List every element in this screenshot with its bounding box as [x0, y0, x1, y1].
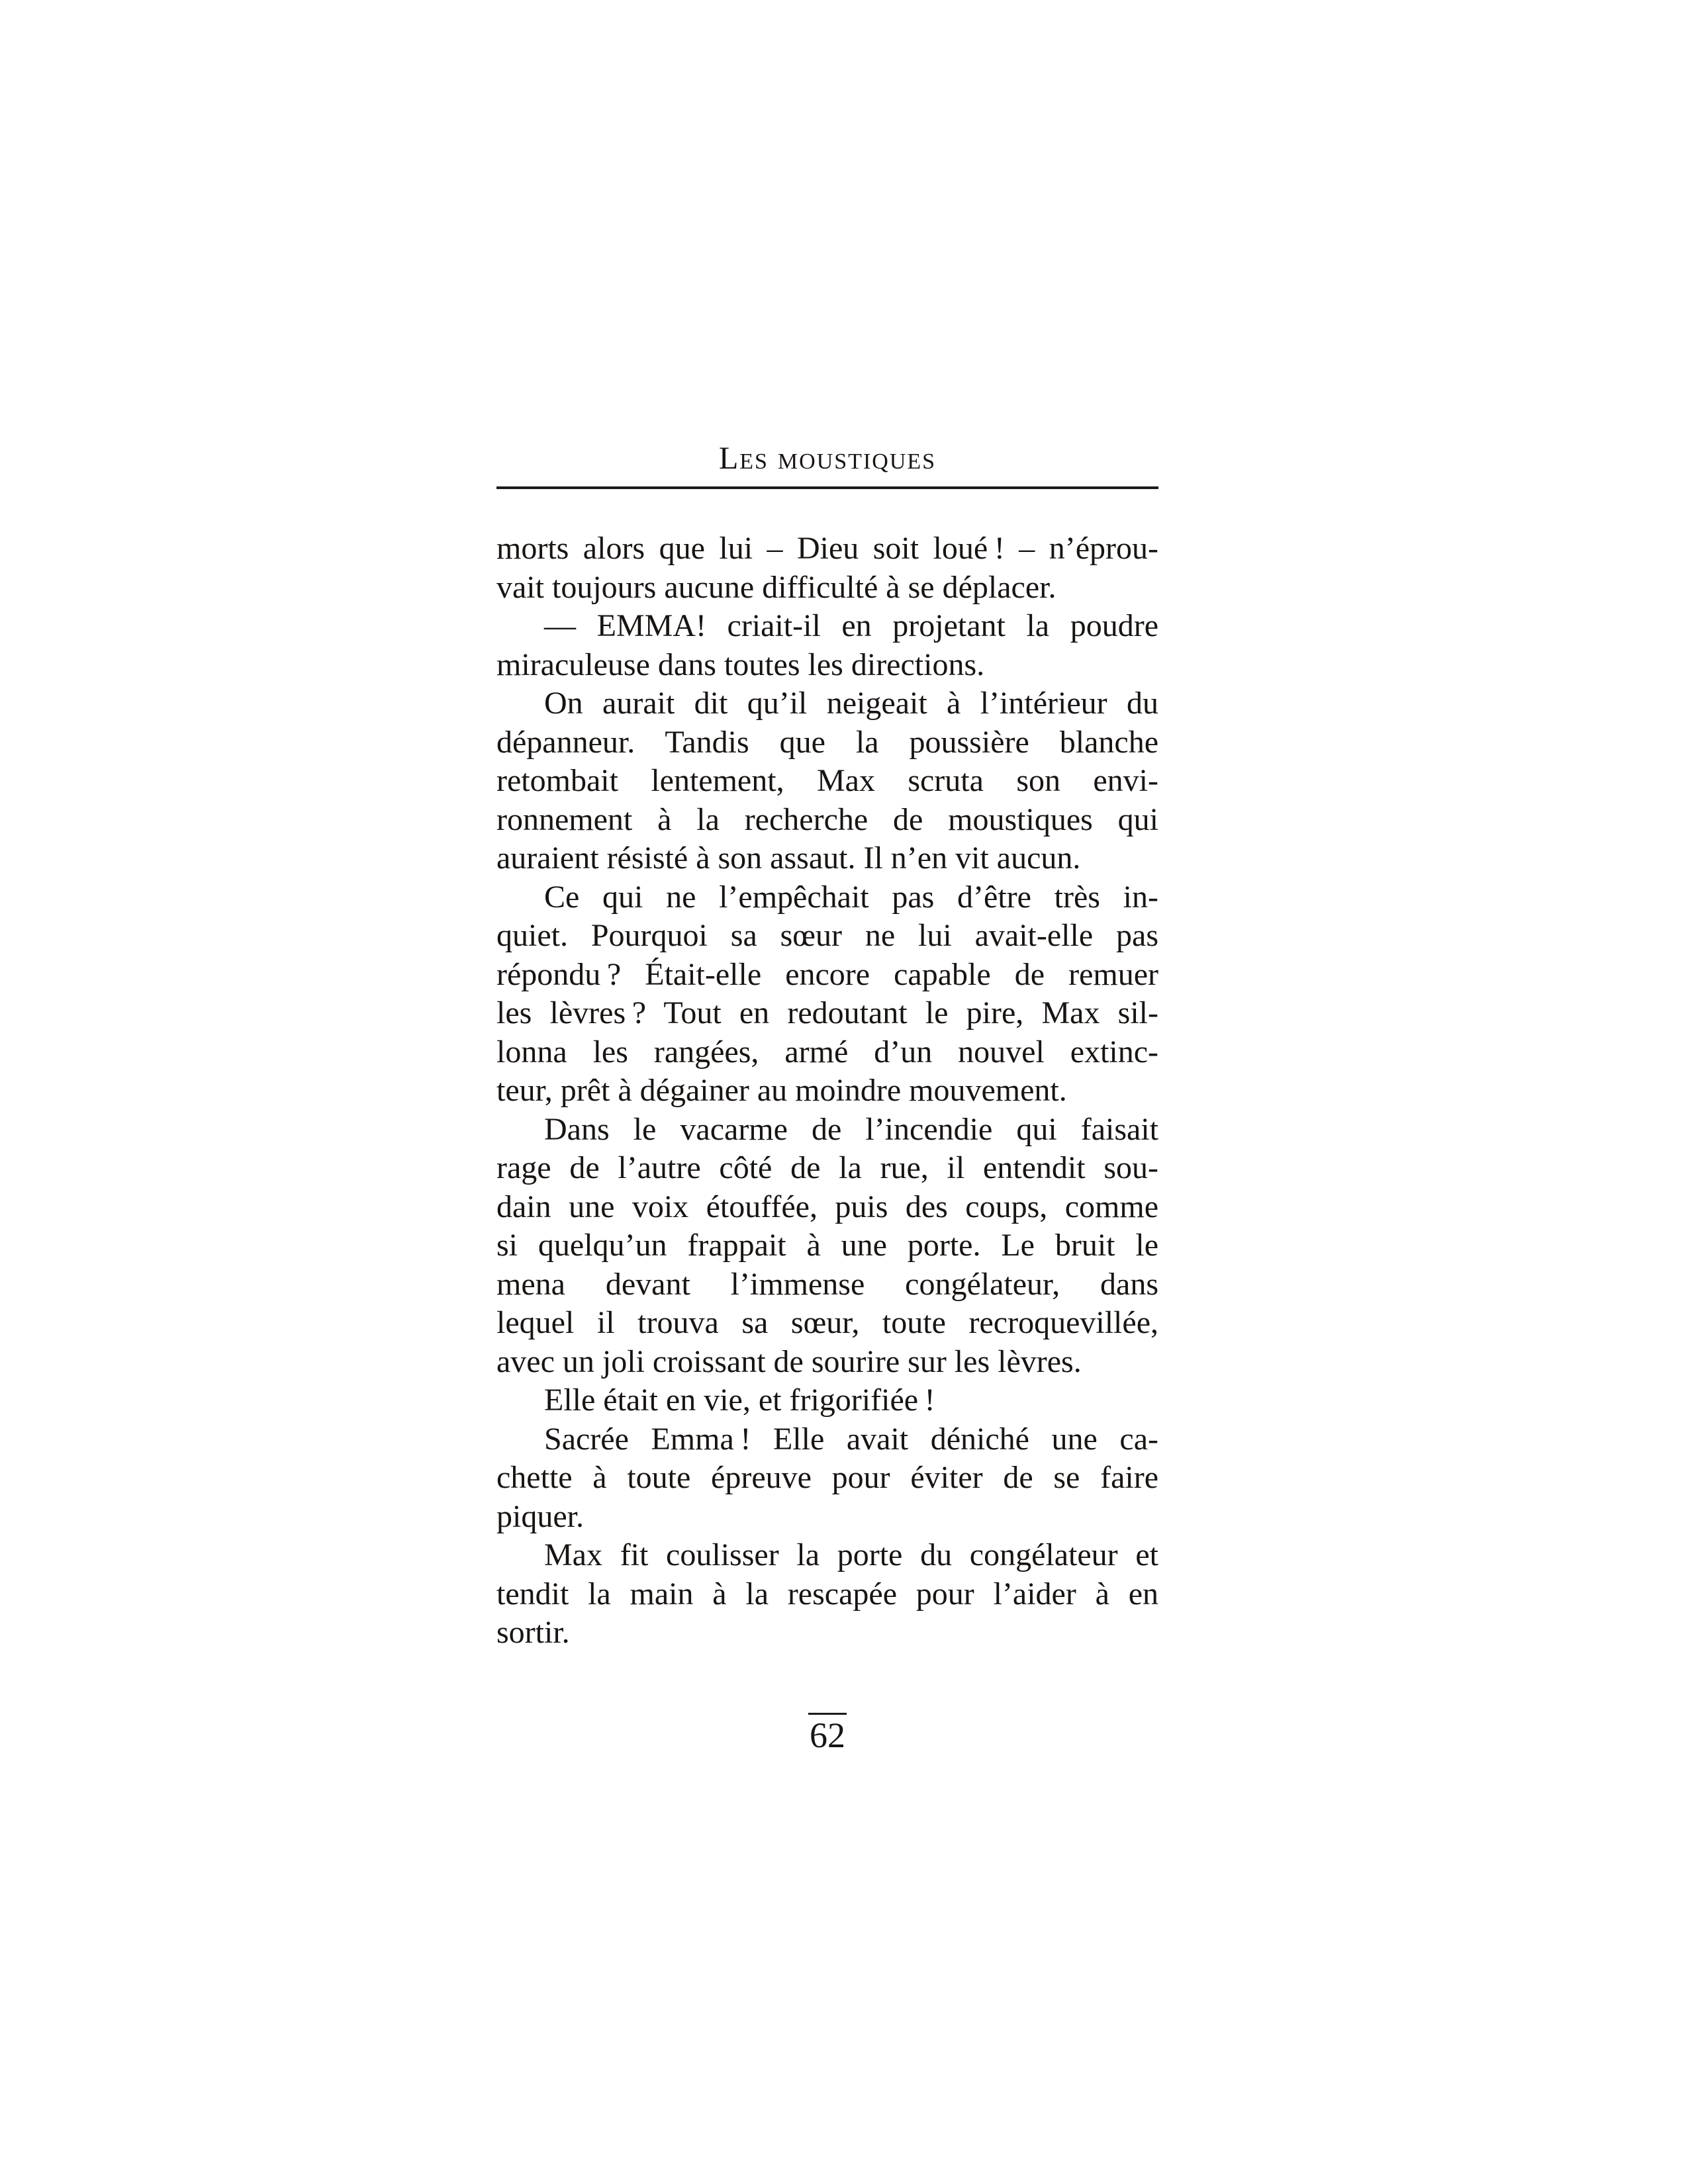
page-body-text	[496, 529, 1158, 1653]
text-line: dépanneur. Tandis que la poussière blanche	[496, 724, 1158, 760]
text-line: si quelqu’un frappait à une porte. Le bruit le	[496, 1228, 1158, 1263]
text-line: Sacrée Emma ! Elle avait déniché une ca-	[544, 1421, 1158, 1457]
text-line: miraculeuse dans toutes les directions.	[496, 647, 985, 682]
text-line: auraient résisté à son assaut. Il n’en vit aucun.	[496, 841, 1081, 876]
text-line: lequel il trouva sa sœur, toute recroquevillée,	[496, 1305, 1158, 1340]
text-line: Max fit coulisser la porte du congélateur et	[544, 1537, 1158, 1572]
text-line: teur, prêt à dégainer au moindre mouvement.	[496, 1073, 1067, 1108]
text-line: piquer.	[496, 1498, 584, 1534]
text-line: tendit la main à la rescapée pour l’aider à en	[496, 1576, 1158, 1612]
text-line: vait toujours aucune difficulté à se déplacer.	[496, 569, 1056, 605]
page-number: 62	[808, 1713, 847, 1754]
text-line: ronnement à la recherche de moustiques qui	[496, 801, 1158, 837]
text-line: les lèvres ? Tout en redoutant le pire, Max sil-	[496, 995, 1158, 1030]
text-line: Elle était en vie, et frigorifiée !	[544, 1383, 935, 1418]
text-line: chette à toute épreuve pour éviter de se faire	[496, 1460, 1158, 1495]
text-line: répondu ? Était-elle encore capable de remuer	[496, 956, 1158, 992]
text-line: Ce qui ne l’empêchait pas d’être très in-	[544, 879, 1158, 915]
text-line: mena devant l’immense congélateur, dans	[496, 1266, 1158, 1302]
text-line: Dans le vacarme de l’incendie qui faisait	[544, 1111, 1158, 1147]
page-footer	[496, 1713, 1158, 1754]
running-head-title: Les moustiques	[718, 441, 937, 476]
text-line: sortir.	[496, 1615, 570, 1650]
text-line: avec un joli croissant de sourire sur les lèvres.	[496, 1343, 1082, 1379]
text-line: quiet. Pourquoi sa sœur ne lui avait-elle pas	[496, 918, 1158, 953]
text-line: dain une voix étouffée, puis des coups, comme	[496, 1189, 1158, 1224]
text-line: — EMMA! criait-il en projetant la poudre	[544, 608, 1158, 643]
text-line: rage de l’autre côté de la rue, il entendit sou-	[496, 1150, 1158, 1185]
text-line: retombait lentement, Max scruta son envi-	[496, 763, 1158, 798]
text-line: On aurait dit qu’il neigeait à l’intérieur du	[544, 686, 1158, 721]
text-line: lonna les rangées, armé d’un nouvel extinc-	[496, 1034, 1158, 1069]
text-line: morts alors que lui – Dieu soit loué ! – n’éprou-	[496, 531, 1158, 566]
header-rule	[496, 486, 1158, 489]
